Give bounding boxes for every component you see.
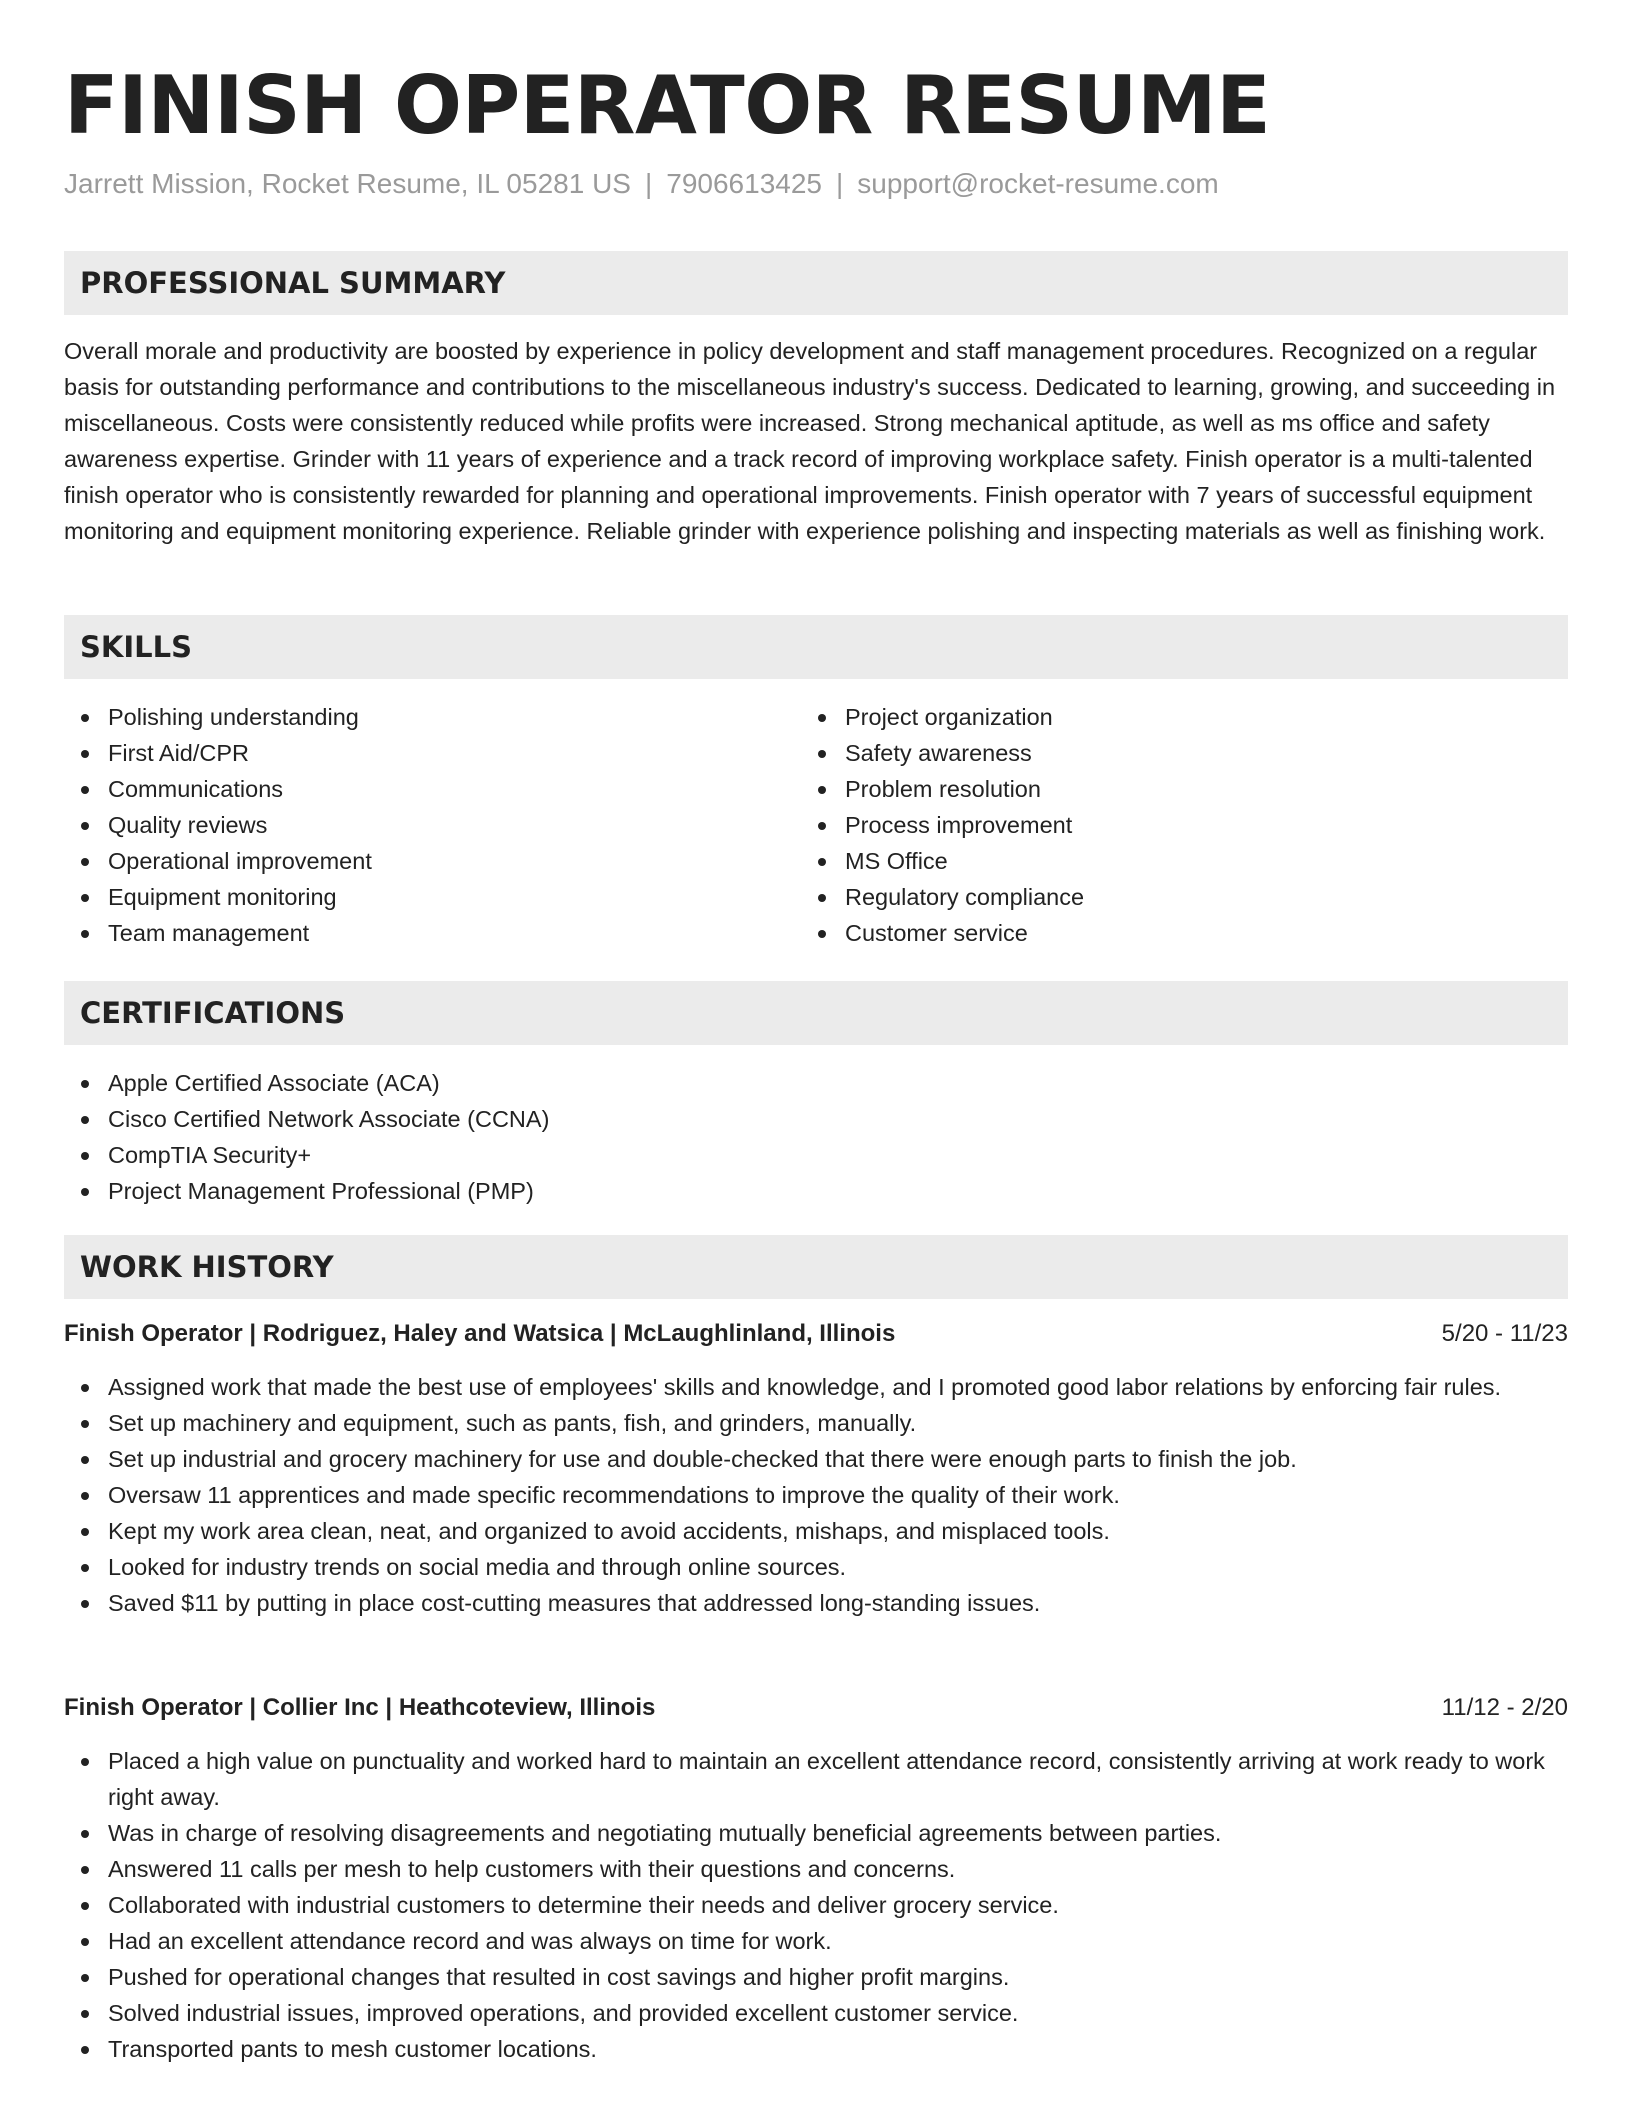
job-title: Finish Operator | Rodriguez, Haley and Watsica | McLaughlinland, Illinois xyxy=(64,1320,896,1347)
section-header-summary xyxy=(64,251,1568,315)
list-item: Process improvement xyxy=(801,807,1501,843)
resume-title: FINISH OPERATOR RESUME xyxy=(64,59,1271,152)
list-item: Quality reviews xyxy=(64,807,764,843)
list-item: CompTIA Security+ xyxy=(64,1137,1568,1173)
job-bullets xyxy=(64,1369,1568,1621)
list-item: Answered 11 calls per mesh to help customers with their questions and concerns. xyxy=(64,1851,1568,1887)
list-item: Set up industrial and grocery machinery for use and double-checked that there were enough parts to finish the job. xyxy=(64,1441,1568,1477)
list-item: Placed a high value on punctuality and worked hard to maintain an excellent attendance record, consistently arriving at work ready to work right away. xyxy=(64,1743,1568,1815)
list-item: Problem resolution xyxy=(801,771,1501,807)
list-item: Pushed for operational changes that resulted in cost savings and higher profit margins. xyxy=(64,1959,1568,1995)
contact-separator: | xyxy=(836,168,844,199)
list-item: Safety awareness xyxy=(801,735,1501,771)
job-header xyxy=(64,1690,1568,1726)
list-item: Equipment monitoring xyxy=(64,879,764,915)
job-dates: 5/20 - 11/23 xyxy=(1441,1320,1568,1347)
contact-phone: 7906613425 xyxy=(666,168,822,199)
section-header-work-history xyxy=(64,1235,1568,1299)
contact-separator: | xyxy=(644,168,653,199)
job-title: Finish Operator | Collier Inc | Heathcoteview, Illinois xyxy=(64,1694,656,1721)
list-item: MS Office xyxy=(801,843,1501,879)
section-title-summary: PROFESSIONAL SUMMARY xyxy=(80,266,506,300)
list-item: Apple Certified Associate (ACA) xyxy=(64,1065,1568,1101)
list-item: Was in charge of resolving disagreements and negotiating mutually beneficial agreements between parties. xyxy=(64,1815,1568,1851)
section-title-work-history: WORK HISTORY xyxy=(80,1250,334,1284)
contact-line xyxy=(64,164,1219,204)
list-item: Collaborated with industrial customers to determine their needs and deliver grocery service. xyxy=(64,1887,1568,1923)
list-item: Customer service xyxy=(801,915,1501,951)
list-item: Polishing understanding xyxy=(64,699,764,735)
list-item: Project Management Professional (PMP) xyxy=(64,1173,1568,1209)
job-bullets xyxy=(64,1743,1568,2067)
list-item: Team management xyxy=(64,915,764,951)
section-title-certifications: CERTIFICATIONS xyxy=(80,996,346,1030)
summary-text: Overall morale and productivity are boosted by experience in policy development and staff management procedures. Recognized on a regular basis for outstanding performance and contributions to the miscellaneous industry's success. Dedicated to learning, growing, and succeeding in miscellaneous. Costs were consistently reduced while profits were increased. Strong mechanical aptitude, as well as ms office and safety awareness expertise. Grinder with 11 years of experience and a track record of improving workplace safety. Finish operator is a multi-talented finish operator who is consistently rewarded for planning and operational improvements. Finish operator with 7 years of successful equipment monitoring and equipment monitoring experience. Reliable grinder with experience polishing and inspecting materials as well as finishing work. xyxy=(64,338,1556,544)
certifications-list xyxy=(64,1065,1568,1209)
list-item: Had an excellent attendance record and was always on time for work. xyxy=(64,1923,1568,1959)
list-item: Transported pants to mesh customer locations. xyxy=(64,2031,1568,2067)
list-item: Set up machinery and equipment, such as pants, fish, and grinders, manually. xyxy=(64,1405,1568,1441)
contact-email: support@rocket-resume.com xyxy=(857,168,1219,199)
list-item: Operational improvement xyxy=(64,843,764,879)
list-item: Project organization xyxy=(801,699,1501,735)
job-header xyxy=(64,1316,1568,1352)
list-item: Oversaw 11 apprentices and made specific recommendations to improve the quality of their work. xyxy=(64,1477,1568,1513)
list-item: Solved industrial issues, improved operations, and provided excellent customer service. xyxy=(64,1995,1568,2031)
list-item: Cisco Certified Network Associate (CCNA) xyxy=(64,1101,1568,1137)
list-item: Kept my work area clean, neat, and organized to avoid accidents, mishaps, and misplaced tools. xyxy=(64,1513,1568,1549)
list-item: Looked for industry trends on social media and through online sources. xyxy=(64,1549,1568,1585)
section-title-skills: SKILLS xyxy=(80,630,192,664)
list-item: Saved $11 by putting in place cost-cutting measures that addressed long-standing issues. xyxy=(64,1585,1568,1621)
list-item: Regulatory compliance xyxy=(801,879,1501,915)
section-header-skills xyxy=(64,615,1568,679)
skills-list-left xyxy=(64,699,764,951)
list-item: Assigned work that made the best use of employees' skills and knowledge, and I promoted good labor relations by enforcing fair rules. xyxy=(64,1369,1568,1405)
section-header-certifications xyxy=(64,981,1568,1045)
skills-list-right xyxy=(801,699,1501,951)
list-item: First Aid/CPR xyxy=(64,735,764,771)
list-item: Communications xyxy=(64,771,764,807)
job-dates: 11/12 - 2/20 xyxy=(1441,1694,1568,1721)
contact-address: Jarrett Mission, Rocket Resume, IL 05281 US xyxy=(64,168,631,199)
